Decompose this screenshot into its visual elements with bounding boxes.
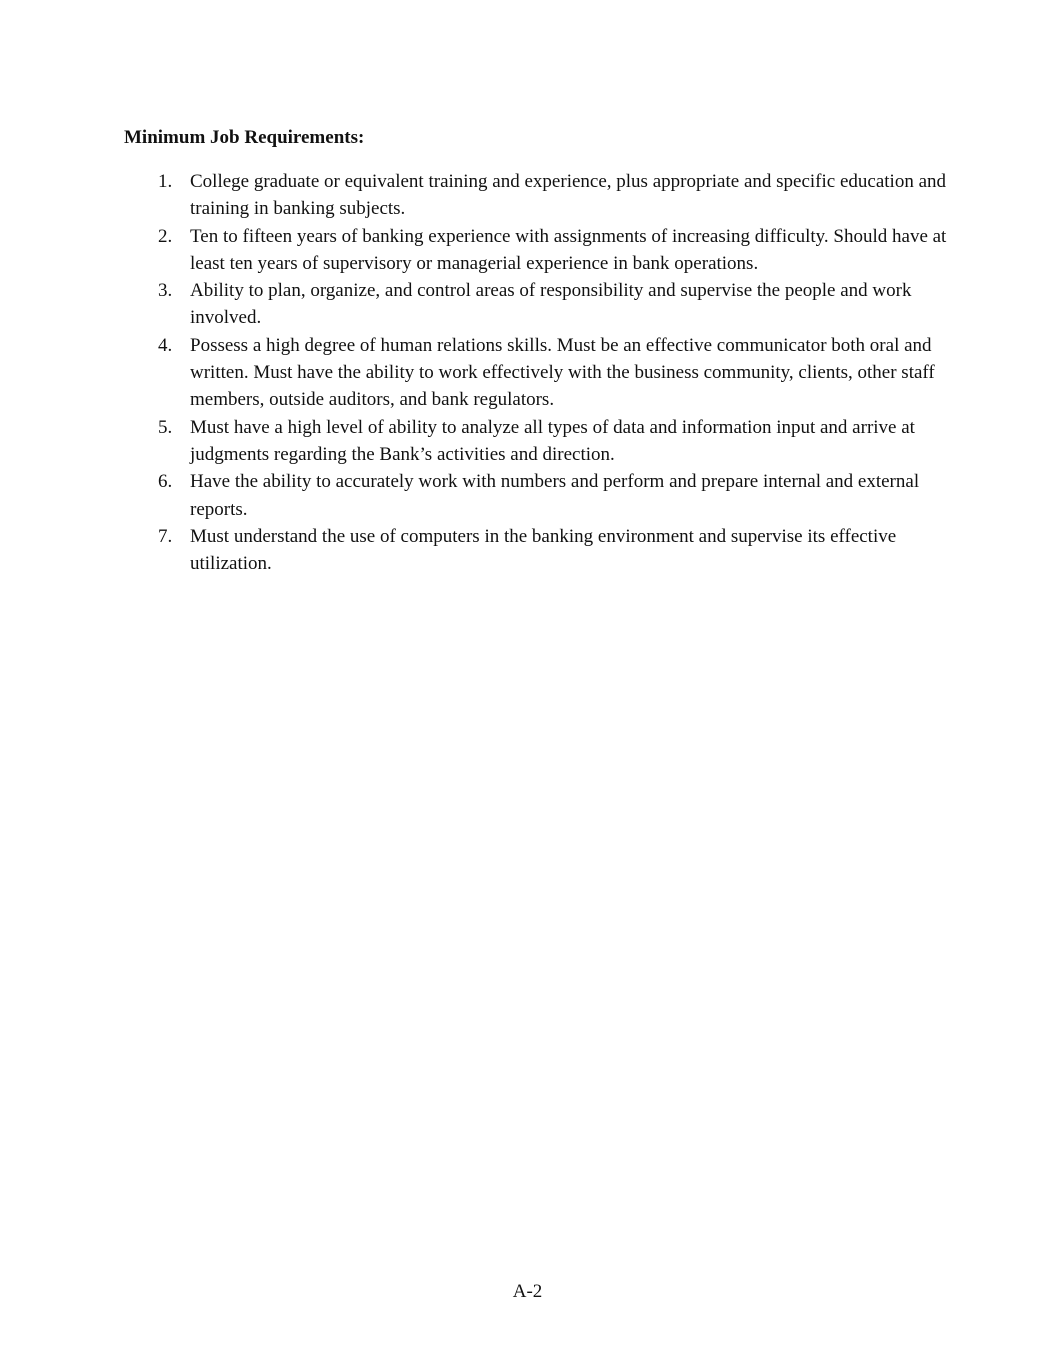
list-item bbox=[158, 523, 948, 578]
list-item bbox=[158, 332, 948, 414]
list-item-text: Ten to fifteen years of banking experience with assignments of increasing difficulty. Should have at least ten years of supervisory or managerial experience in bank operations. bbox=[190, 225, 947, 274]
list-item bbox=[158, 468, 948, 523]
list-item-text: Have the ability to accurately work with numbers and perform and prepare internal and external reports. bbox=[190, 471, 920, 520]
list-item bbox=[158, 168, 948, 223]
list-item-text: College graduate or equivalent training and experience, plus appropriate and specific education and training in banking subjects. bbox=[190, 171, 947, 220]
requirements-list bbox=[158, 168, 948, 577]
list-item-number: 5. bbox=[158, 416, 173, 438]
list-item-number: 6. bbox=[158, 471, 173, 493]
list-item-number: 2. bbox=[158, 225, 173, 247]
list-item-text: Must understand the use of computers in the banking environment and supervise its effective utilization. bbox=[190, 525, 897, 575]
page-number: A-2 bbox=[512, 1281, 543, 1302]
list-item-number: 7. bbox=[158, 525, 173, 547]
list-item-text: Ability to plan, organize, and control areas of responsibility and supervise the people and work involved. bbox=[190, 280, 912, 329]
section-heading: Minimum Job Requirements: bbox=[124, 127, 365, 148]
list-item-number: 3. bbox=[158, 280, 173, 302]
list-item-text: Possess a high degree of human relations skills. Must be an effective communicator both oral and written. Must have the ability to work effectively with the business community, clients, other staff members, outside auditors, and bank regulators. bbox=[190, 334, 935, 411]
list-item-number: 4. bbox=[158, 334, 173, 356]
list-item bbox=[158, 414, 948, 469]
list-item-number: 1. bbox=[158, 171, 173, 192]
list-item bbox=[158, 223, 948, 278]
list-item-text: Must have a high level of ability to analyze all types of data and information input and arrive at judgments regarding the Bank’s activities and direction. bbox=[190, 416, 915, 465]
list-item bbox=[158, 277, 948, 332]
